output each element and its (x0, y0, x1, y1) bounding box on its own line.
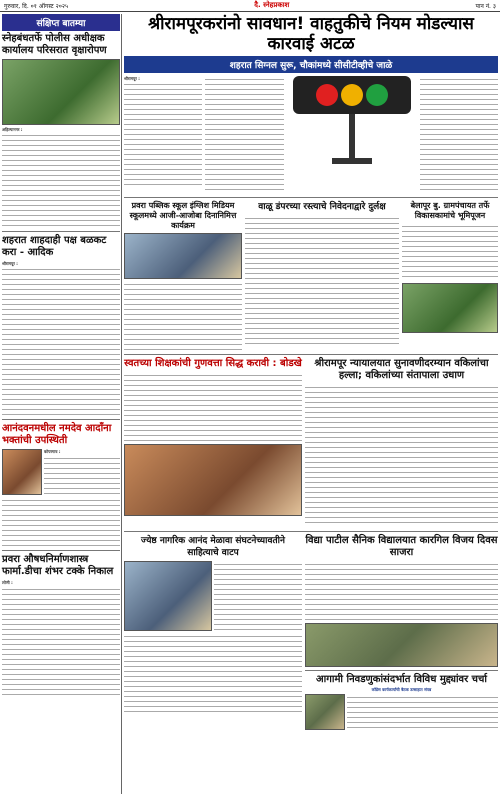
story-3-text-block-2 (2, 497, 120, 547)
story-3-place: कोपरगाव : (44, 449, 61, 455)
lead-subheadline: शहरात सिग्नल सुरू, चौकांमध्ये सीसीटीव्हीचे जाळे (124, 56, 498, 73)
lead-headline: श्रीरामपूरकरांनो सावधान! वाहतुकीचे नियम मोडल्यास कारवाई अटळ (148, 14, 474, 54)
kargil-photo (305, 623, 498, 667)
page-header (0, 0, 500, 12)
story-2-place: श्रीरामपूर : (2, 261, 18, 267)
lead-text-col-2 (205, 76, 283, 190)
story-1-place: अहिल्यानगर : (2, 127, 23, 132)
row-3 (124, 358, 498, 528)
kargil-text (305, 561, 498, 621)
story-3-photo (2, 449, 42, 495)
green-light-icon (366, 84, 388, 106)
upcoming-text (347, 694, 498, 730)
lead-place: श्रीरामपूर : (124, 76, 140, 81)
brief-news-tag: संक्षिप्त बातम्या (2, 14, 120, 31)
signal-base (332, 158, 372, 164)
upcoming-photo (305, 694, 345, 730)
court-headline: श्रीरामपूर न्यायालयात सुनावणीदरम्यान वकिलांचा हल्ला; वकिलांच्या संतापाला उधाण (314, 358, 489, 381)
lead-story (124, 76, 498, 194)
page-number: पान नं. ३ (475, 2, 496, 10)
kargil-headline: विद्या पाटील सैनिक विद्यालयात कारगिल विजय दिवस साजरा (305, 535, 498, 558)
sand-dumper-text (245, 215, 399, 345)
main-area (124, 14, 498, 794)
story-2-text-block (2, 266, 120, 416)
seniors-text-1 (214, 561, 302, 631)
upcoming-subheadline: कॉग्रेस कार्यकर्त्यांची बैठक उत्साहात संपन्न (371, 687, 432, 692)
separator (124, 531, 498, 532)
english-school-photo (124, 233, 242, 279)
traffic-signal-graphic (287, 76, 417, 194)
story-1-title: स्नेहबंधतर्फे पोलीस अधीक्षक कार्यालय परिसरात वृक्षारोपण (2, 33, 107, 56)
story-4-place: लोणी : (2, 580, 13, 586)
story-1-photo (2, 59, 120, 125)
separator (2, 419, 120, 420)
separator (305, 670, 498, 671)
red-light-icon (316, 84, 338, 106)
lead-text-col-3 (420, 76, 498, 190)
signal-pole (349, 114, 355, 158)
story-2-title: शहरात शाहदाही पक्ष बळकट करा - आदिक (2, 235, 107, 259)
row-2 (124, 201, 498, 351)
teachers-photo (124, 444, 302, 516)
column-divider (121, 14, 122, 794)
seniors-photo (124, 561, 212, 631)
left-column (2, 14, 120, 794)
sand-dumper-headline: वाळू डंपरच्या रस्त्याचे निवेदनाद्वारे दुर्लक्ष (258, 202, 386, 212)
row-4 (124, 535, 498, 723)
seniors-headline: ज्येष्ठ नागरिक आनंद मेळावा संघटनेच्यावतीने साहित्याचे वाटप (141, 536, 285, 558)
story-3-title: आनंदवनमधील नमदेव आदाँना भक्तांची उपस्थिती (2, 423, 112, 447)
belapur-headline: बेलापूर बु. ग्रामपंचायत तर्फे विकासकामांचे भूमिपूजन (410, 201, 490, 220)
teachers-text (124, 372, 302, 442)
story-1-body-placeholder (24, 127, 25, 132)
separator (124, 354, 498, 355)
english-school-text (124, 281, 242, 353)
story-3-text-block (44, 455, 120, 495)
amber-light-icon (341, 84, 363, 106)
separator (124, 197, 498, 198)
belapur-text (402, 223, 498, 281)
traffic-light-icon (293, 76, 411, 114)
separator (2, 550, 120, 551)
teachers-headline: स्वतच्या शिक्षकांची गुणवत्ता सिद्ध करावी : बोडखे (124, 358, 302, 369)
story-1-text-block (2, 132, 120, 228)
paper-name: दै. स्नेहप्रकाश (254, 1, 290, 9)
issue-date: गुरुवार, दि. ०१ ऑगस्ट २०२५ (4, 2, 69, 10)
english-school-headline: प्रवरा पब्लिक स्कूल इंग्लिश मिडियम स्कूलमध्ये आजी-आजोबा दिनानिमित्त कार्यक्रम (129, 201, 237, 230)
court-text (305, 384, 498, 526)
upcoming-headline: आगामी निवडणुकांसंदर्भात विविध मुद्द्यांवर चर्चा (316, 674, 487, 685)
separator (2, 231, 120, 232)
seniors-text-2 (124, 633, 302, 715)
lead-text-col-1 (124, 81, 202, 189)
story-4-title: प्रवरा औषधनिर्माणशास्त्र फार्मा.डीचा शंभर टक्के निकाल (2, 554, 114, 578)
story-4-text-block (2, 586, 120, 696)
belapur-photo (402, 283, 498, 333)
